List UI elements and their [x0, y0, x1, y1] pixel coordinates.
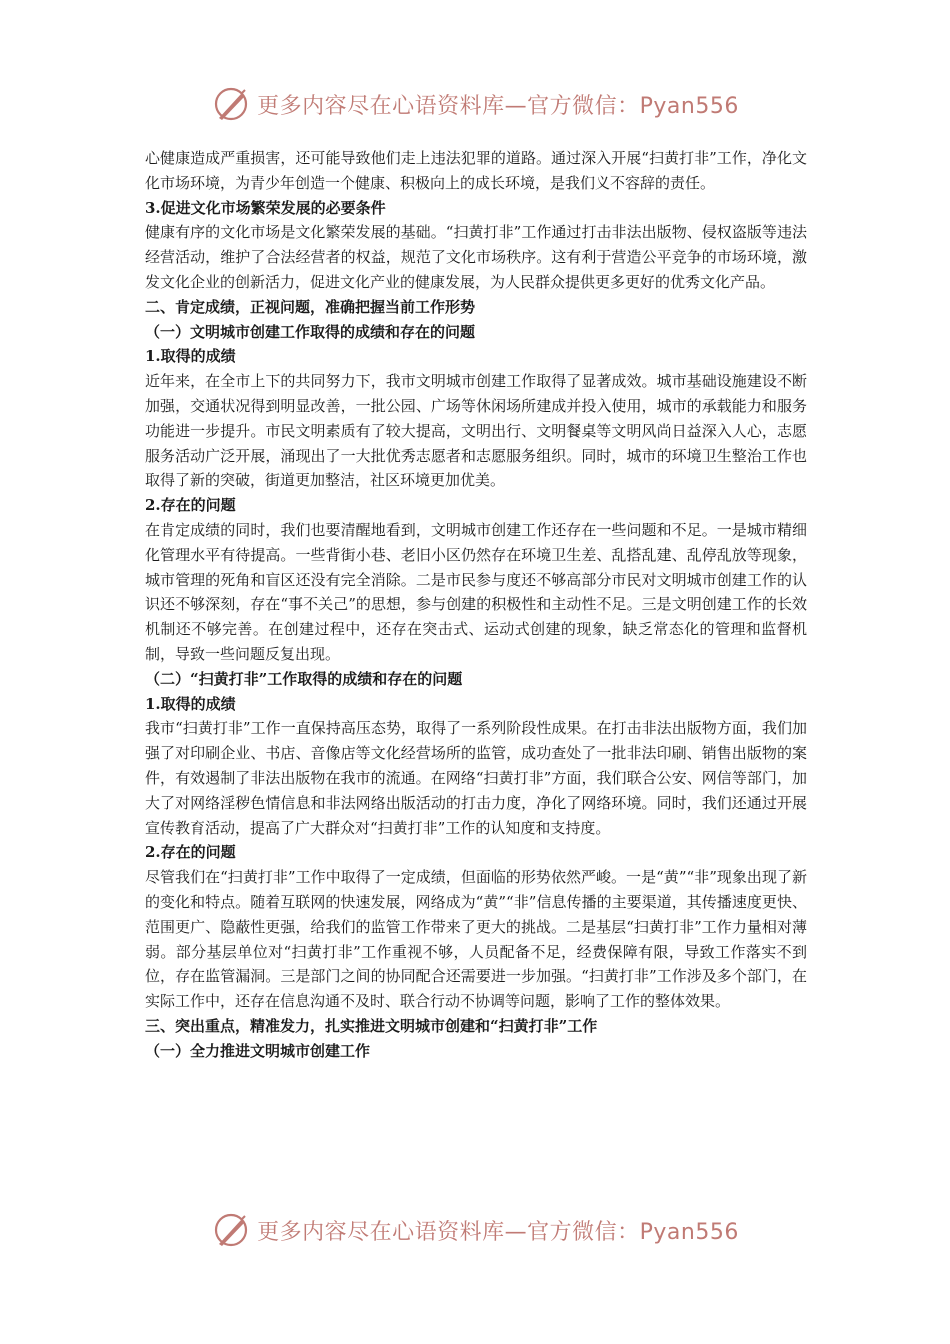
pen-circle-logo-icon [211, 84, 251, 124]
section-heading: （一）文明城市创建工作取得的成绩和存在的问题 [145, 322, 476, 341]
section-heading: 1.取得的成绩 [145, 694, 236, 713]
section-heading: （一）全力推进文明城市创建工作 [145, 1041, 371, 1060]
header-banner-text: 更多内容尽在心语资料库—官方微信：Pyan556 [257, 93, 739, 119]
paragraph: 我市“扫黄打非”工作一直保持高压态势，取得了一系列阶段性成果。在打击非法出版物方面，我们加强了对印刷企业、书店、音像店等文化经营场所的监管，成功查处了一批非法印刷、销售出版物的案件，有效遏制了非法出版物在我市的流通。在网络“扫黄打非”方面，我们联合公安、网信等部门，加大了对网络淫秽色情信息和非法网络出版活动的打击力度，净化了网络环境。同时，我们还通过开展宣传教育活动，提高了广大群众对“扫黄打非”工作的认知度和支持度。 [145, 719, 807, 837]
section-heading: 3.促进文化市场繁荣发展的必要条件 [145, 198, 386, 217]
section-heading: （二）“扫黄打非”工作取得的成绩和存在的问题 [145, 669, 463, 688]
paragraph: 尽管我们在“扫黄打非”工作中取得了一定成绩，但面临的形势依然严峻。一是“黄”“非”现象出现了新的变化和特点。随着互联网的快速发展，网络成为“黄”“非”信息传播的主要渠道，其传播速度更快、范围更广、隐蔽性更强，给我们的监管工作带来了更大的挑战。二是基层“扫黄打非”工作力量相对薄弱。部分基层单位对“扫黄打非”工作重视不够，人员配备不足，经费保障有限，导致工作落实不到位，存在监管漏洞。三是部门之间的协同配合还需要进一步加强。“扫黄打非”工作涉及多个部门，在实际工作中，还存在信息沟通不及时、联合行动不协调等问题，影响了工作的整体效果。 [145, 868, 807, 1011]
paragraph: 心健康造成严重损害，还可能导致他们走上违法犯罪的道路。通过深入开展“扫黄打非”工作，净化文化市场环境，为青少年创造一个健康、积极向上的成长环境，是我们义不容辞的责任。 [145, 149, 807, 192]
document-body [145, 146, 807, 1063]
paragraph: 在肯定成绩的同时，我们也要清醒地看到，文明城市创建工作还存在一些问题和不足。一是城市精细化管理水平有待提高。一些背街小巷、老旧小区仍然存在环境卫生差、乱搭乱建、乱停乱放等现象，城市管理的死角和盲区还没有完全消除。二是市民参与度还不够高部分市民对文明城市创建工作的认识还不够深刻，存在“事不关己”的思想，参与创建的积极性和主动性不足。三是文明创建工作的长效机制还不够完善。在创建过程中，还存在突击式、运动式创建的现象，缺乏常态化的管理和监督机制，导致一些问题反复出现。 [145, 520, 807, 663]
section-heading: 1.取得的成绩 [145, 347, 236, 366]
paragraph: 健康有序的文化市场是文化繁荣发展的基础。“扫黄打非”工作通过打击非法出版物、侵权盗版等违法经营活动，维护了合法经营者的权益，规范了文化市场秩序。这有利于营造公平竞争的市场环境，激发文化企业的创新活力，促进文化产业的健康发展，为人民群众提供更多更好的优秀文化产品。 [145, 223, 807, 291]
footer-banner [0, 1210, 950, 1250]
paragraph: 近年来，在全市上下的共同努力下，我市文明城市创建工作取得了显著成效。城市基础设施建设不断加强，交通状况得到明显改善，一批公园、广场等休闲场所建成并投入使用，城市的承载能力和服务功能进一步提升。市民文明素质有了较大提高，文明出行、文明餐桌等文明风尚日益深入人心，志愿服务活动广泛开展，涌现出了一大批优秀志愿者和志愿服务组织。同时，城市的环境卫生整治工作也取得了新的突破，街道更加整洁，社区环境更加优美。 [145, 372, 807, 490]
section-heading: 2.存在的问题 [145, 843, 236, 862]
pen-circle-logo-icon [211, 1210, 251, 1250]
section-heading: 三、突出重点，精准发力，扎实推进文明城市创建和“扫黄打非”工作 [145, 1016, 598, 1035]
header-banner [0, 84, 950, 124]
footer-banner-text: 更多内容尽在心语资料库—官方微信：Pyan556 [257, 1219, 739, 1245]
section-heading: 2.存在的问题 [145, 496, 236, 515]
section-heading: 二、肯定成绩，正视问题，准确把握当前工作形势 [145, 297, 476, 316]
